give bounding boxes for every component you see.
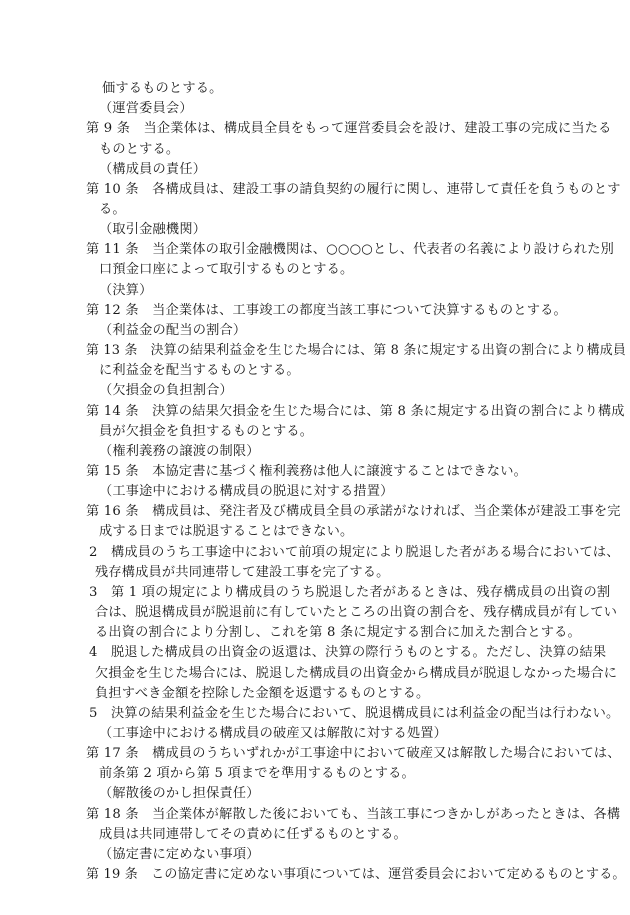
paragraph-line: 5 決算の結果利益金を生じた場合において、脱退構成員には利益金の配当は行わない。: [89, 705, 620, 721]
article-heading: （工事途中における構成員の脱退に対する措置）: [99, 484, 394, 500]
paragraph-line: 3 第 1 項の規定により構成員のうち脱退した者があるときは、残存構成員の出資の割: [89, 584, 611, 600]
text-line: 負担すべき金額を控除した金額を返還するものとする。: [95, 685, 430, 701]
article-line: 第 19 条 この協定書に定めない事項については、運営委員会において定めるものとする。: [86, 867, 626, 882]
article-line: 第 12 条 当企業体は、工事竣工の都度当該工事について決算するものとする。: [86, 302, 567, 318]
article-heading: （決算）: [99, 282, 153, 298]
article-line: 第 14 条 決算の結果欠損金を生じた場合には、第 8 条に規定する出資の割合により構成: [86, 403, 625, 419]
article-line: 第 16 条 構成員は、発注者及び構成員全員の承諾がなければ、当企業体が建設工事を完: [86, 504, 621, 520]
text-line: 成員は共同連帯してその責めに任ずるものとする。: [99, 826, 407, 842]
article-line: 第 9 条 当企業体は、構成員全員をもって運営委員会を設け、建設工事の完成に当たる: [86, 121, 612, 137]
text-line: 前条第 2 項から第 5 項までを準用するものとする。: [99, 766, 415, 782]
text-line: に利益金を配当するものとする。: [99, 363, 300, 379]
text-line: 残存構成員が共同連帯して建設工事を完了する。: [95, 564, 390, 580]
article-line: 第 15 条 本協定書に基づく権利義務は他人に譲渡することはできない。: [86, 463, 527, 479]
text-line: 合は、脱退構成員が脱退前に有していたところの出資の割合を、残存構成員が有してい: [95, 605, 618, 620]
article-heading: （協定書に定めない事項）: [99, 846, 260, 862]
paragraph-line: 2 構成員のうち工事途中において前項の規定により脱退した者がある場合においては、: [89, 544, 620, 560]
article-heading: （利益金の配当の割合）: [99, 322, 247, 338]
text-line: 価するものとする。: [102, 81, 223, 96]
text-line: ものとする。: [99, 141, 180, 157]
article-heading: （工事途中における構成員の破産又は解散に対する処置）: [99, 725, 448, 741]
paragraph-line: 4 脱退した構成員の出資金の返還は、決算の際行うものとする。ただし、決算の結果: [89, 645, 607, 661]
article-line: 第 13 条 決算の結果利益金を生じた場合には、第 8 条に規定する出資の割合により構成員: [86, 343, 626, 358]
text-line: る。: [99, 201, 126, 217]
article-line: 第 11 条 当企業体の取引金融機関は、○○○○とし、代表者の名義により設けられた別: [86, 242, 614, 258]
article-heading: （取引金融機関）: [99, 222, 207, 238]
article-heading: （運営委員会）: [99, 101, 193, 117]
text-line: 欠損金を生じた場合には、脱退した構成員の出資金から構成員が脱退しなかった場合に: [95, 665, 618, 681]
text-line: 員が欠損金を負担するものとする。: [99, 423, 314, 439]
article-heading: （解散後のかし担保責任）: [99, 786, 260, 802]
text-line: る出資の割合により分割し、これを第 8 条に規定する割合に加えた割合とする。: [95, 625, 581, 641]
article-line: 第 10 条 各構成員は、建設工事の請負契約の履行に関し、連帯して責任を負うものとす: [86, 181, 621, 197]
article-heading: （権利義務の譲渡の制限）: [99, 443, 260, 459]
article-line: 第 18 条 当企業体が解散した後においても、当該工事につきかしがあったときは、各構: [86, 806, 621, 822]
article-line: 第 17 条 構成員のうちいずれかが工事途中において破産又は解散した場合においては、: [86, 746, 621, 762]
article-heading: （構成員の責任）: [99, 161, 207, 177]
text-line: 口預金口座によって取引するものとする。: [99, 262, 354, 278]
text-line: 成する日までは脱退することはできない。: [99, 524, 354, 540]
article-heading: （欠損金の負担割合）: [99, 383, 233, 399]
